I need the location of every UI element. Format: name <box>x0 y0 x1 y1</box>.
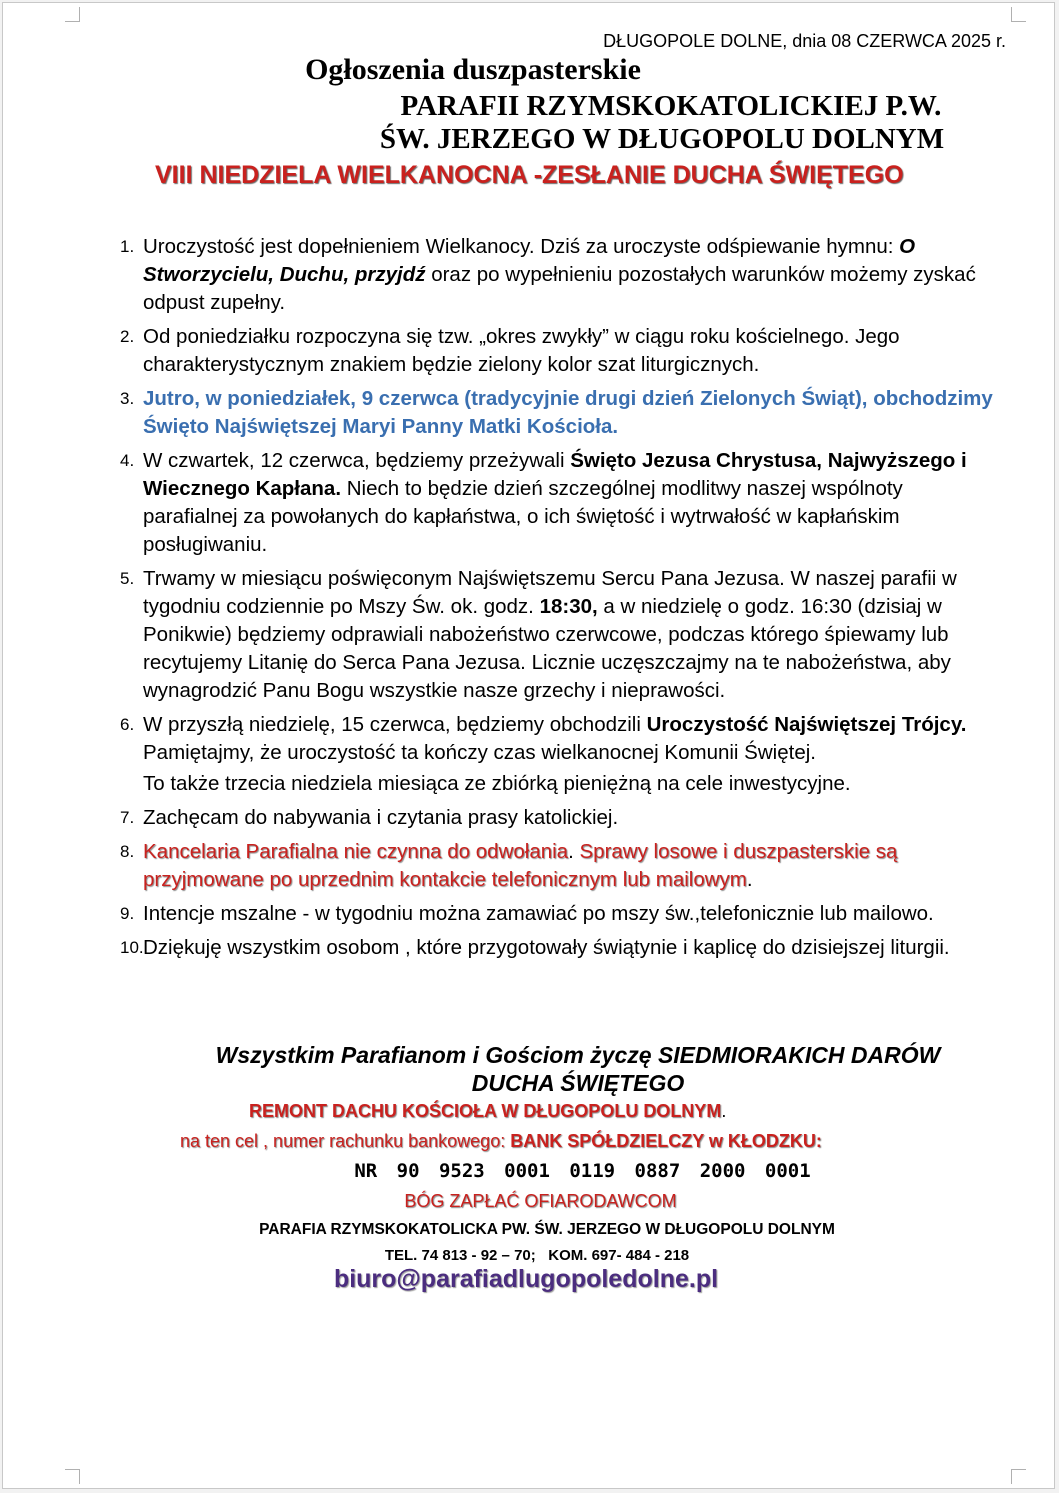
item-text: Od poniedziałku rozpoczyna się tzw. „okres zwykły” w ciągu roku kościelnego. Jego charakterystycznym znakiem będzie zielony kolor szat liturgicznych. <box>143 325 900 376</box>
item-text: Uroczystość jest dopełnieniem Wielkanocy. Dziś za uroczyste odśpiewanie hymnu: <box>143 235 894 258</box>
list-item <box>113 323 1003 379</box>
item-number: 10. <box>120 938 144 957</box>
item-number: 5. <box>120 569 135 588</box>
page-corner-mark <box>1011 1469 1026 1484</box>
list-item <box>113 711 1003 798</box>
bank-prefix: na ten cel , numer rachunku bankowego: <box>180 1131 511 1151</box>
office-notice: Kancelaria Parafialna nie czynna do odwołania <box>143 840 569 863</box>
item-number: 8. <box>120 842 135 861</box>
hymn-title: O Stworzycielu, Duchu, przyjdź <box>143 235 916 286</box>
account-number: NR 90 9523 0001 0119 0887 2000 0001 <box>354 1160 811 1182</box>
item-text: oraz po wypełnieniu pozostałych warunków możemy zyskać odpust zupełny. <box>143 263 976 314</box>
renovation-text: REMONT DACHU KOŚCIOŁA W DŁUGOPOLU DOLNYM <box>249 1101 722 1121</box>
sunday-title: VIII NIEDZIELA WIELKANOCNA -ZESŁANIE DUCHA ŚWIĘTEGO <box>155 161 904 189</box>
item-text: . <box>568 840 574 863</box>
feast-name: Uroczystość Najświętszej Trójcy. <box>646 713 967 736</box>
item-number: 7. <box>120 808 135 827</box>
feast-name: Święto Jezusa Chrystusa, Najwyższego i Wiecznego Kapłana. <box>143 449 967 500</box>
list-item <box>113 447 1003 559</box>
page-corner-mark <box>65 1469 80 1484</box>
list-item <box>113 934 1003 962</box>
wishes-text: Wszystkim Parafianom i Gościom życzę SIEDMIORAKICH DARÓW DUCHA ŚWIĘTEGO <box>215 1042 941 1096</box>
document-title: Ogłoszenia duszpasterskie <box>305 53 641 86</box>
item-number: 6. <box>120 715 135 734</box>
item-number: 9. <box>120 904 135 923</box>
item-text: W czwartek, 12 czerwca, będziemy przeżywali <box>143 449 571 472</box>
item-text: Pamiętajmy, że uroczystość ta kończy czas wielkanocnej Komunii Świętej. <box>143 741 816 764</box>
list-item <box>113 804 1003 832</box>
page-corner-mark <box>65 7 80 22</box>
email-address[interactable]: biuro@parafiadlugopoledolne.pl <box>333 1265 719 1293</box>
item-number: 2. <box>120 327 135 346</box>
date-line: DŁUGOPOLE DOLNE, dnia 08 CZERWCA 2025 r. <box>603 31 1006 51</box>
item-text: Zachęcam do nabywania i czytania prasy katolickiej. <box>143 806 619 829</box>
parish-footer-name: PARAFIA RZYMSKOKATOLICKA PW. ŚW. JERZEGO W DŁUGOPOLU DOLNYM <box>259 1221 835 1238</box>
item-number: 4. <box>120 451 135 470</box>
item-text: Niech to będzie dzień szczególnej modlitwy naszej wspólnoty parafialnej za powołanych do kapłaństwa, o ich świętość i wytrwałość w kapłańskim posługiwaniu. <box>143 477 903 556</box>
parish-name-line1: PARAFII RZYMSKOKATOLICKIEJ P.W. <box>400 90 942 122</box>
phone-numbers: TEL. 74 813 - 92 – 70; KOM. 697- 484 - 218 <box>384 1247 690 1264</box>
item-text: Trwamy w miesiącu poświęconym Najświętszemu Sercu Pana Jezusa. W naszej parafii w tygodniu codziennie po Mszy Św. ok. godz. <box>143 567 957 618</box>
thanks-donors: BÓG ZAPŁAĆ OFIARODAWCOM <box>404 1191 677 1211</box>
item-text: W przyszłą niedzielę, 15 czerwca, będziemy obchodzili <box>143 713 647 736</box>
list-item <box>113 233 1003 317</box>
bank-line <box>180 1131 822 1152</box>
renovation-dot: . <box>721 1101 727 1121</box>
time-highlight: 18:30, <box>539 595 598 618</box>
list-item <box>113 385 1003 441</box>
renovation-heading <box>249 1101 726 1122</box>
item-text: To także trzecia niedziela miesiąca ze zbiórką pieniężną na cele inwestycyjne. <box>143 772 851 795</box>
item-text: a w niedzielę o godz. 16:30 (dzisiaj w Ponikwie) będziemy odprawiali nabożeństwo czerwcowe, podczas którego śpiewamy lub recytujemy Litanię do Serca Pana Jezusa. Licznie uczęszczajmy na te nabożeństwa, aby wynagrodzić Panu Bogu wszystkie nasze grzechy i nieprawości. <box>143 595 951 702</box>
item-text: Dziękuję wszystkim osobom , które przygotowały świątynie i kaplicę do dzisiejszej liturgii. <box>143 936 950 959</box>
parish-name-line2: ŚW. JERZEGO W DŁUGOPOLU DOLNYM <box>379 123 945 155</box>
item-text-highlight: Jutro, w poniedziałek, 9 czerwca (tradycyjnie drugi dzień Zielonych Świąt), obchodzimy Święto Najświętszej Maryi Panny Matki Kościoła. <box>143 387 993 438</box>
announcements-list <box>113 233 1003 968</box>
list-item <box>113 565 1003 705</box>
item-number: 3. <box>120 389 135 408</box>
office-notice: Sprawy losowe i duszpasterskie są przyjmowane po uprzednim kontakcie telefonicznym lub mailowym <box>143 840 898 891</box>
item-text: . <box>746 868 753 891</box>
item-text: Intencje mszalne - w tygodniu można zamawiać po mszy św.,telefonicznie lub mailowo. <box>143 902 934 925</box>
list-item <box>113 900 1003 928</box>
item-number: 1. <box>120 237 135 256</box>
list-item <box>113 838 1003 894</box>
document-page <box>2 2 1055 1489</box>
bank-name: BANK SPÓŁDZIELCZY w KŁODZKU: <box>510 1131 822 1151</box>
page-corner-mark <box>1011 7 1026 22</box>
